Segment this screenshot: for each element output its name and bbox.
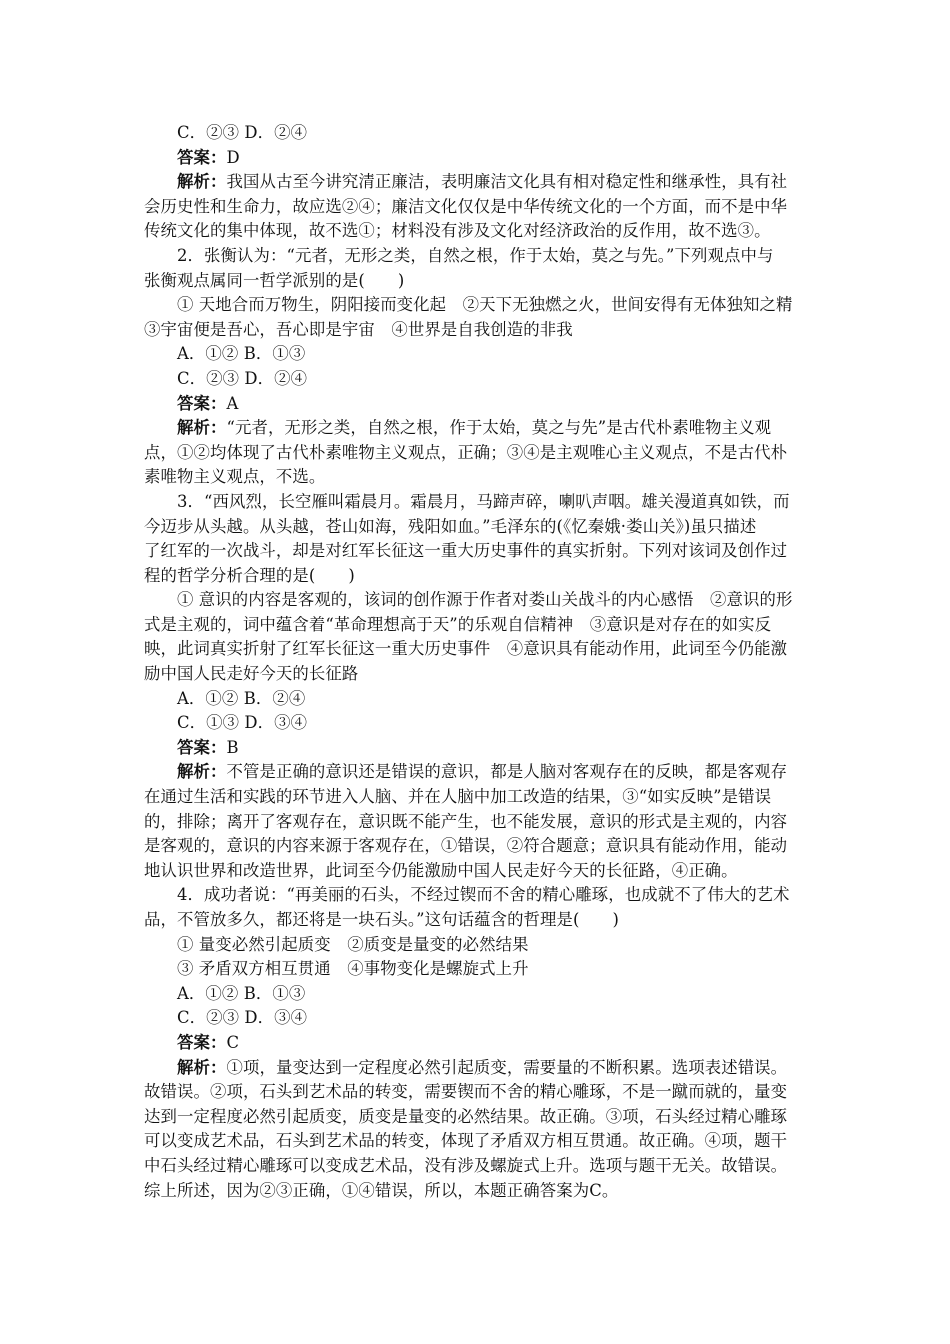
answer-value: C (226, 1032, 240, 1052)
answer-label: 答案： (177, 393, 227, 413)
analysis-line: 点，①②均体现了古代朴素唯物主义观点，正确；③④是主观唯心主义观点，不是古代朴 (144, 442, 788, 462)
choice-line: 映，此词真实折射了红军长征这一重大历史事件 ④意识具有能动作用，此词至今仍能激 (144, 639, 788, 659)
analysis-label: 解析： (177, 1057, 227, 1077)
analysis-line: 传统文化的集中体现，故不选①；材料没有涉及文化对经济政治的反作用，故不选③。 (144, 221, 771, 241)
answer-line (144, 1031, 808, 1056)
answer-value: A (226, 393, 239, 413)
document-page (144, 121, 808, 1203)
choice-line: ③ 矛盾双方相互贯通 ④事物变化是螺旋式上升 (177, 959, 529, 979)
question-stem: 品，不管放多久，都还将是一块石头。”这句话蕴含的哲理是( ) (144, 910, 620, 929)
analysis-line: 在通过生活和实践的环节进入人脑、并在人脑中加工改造的结果，③“如实反映”是错误 (144, 787, 772, 807)
analysis-line: 素唯物主义观点，不选。 (144, 467, 326, 487)
question-stem: 张衡观点属同一哲学派别的是( ) (144, 270, 405, 290)
choice-line: ① 意识的内容是客观的，该词的创作源于作者对娄山关战斗的内心感悟 ②意识的形 (177, 590, 793, 610)
analysis-line: 故错误。②项，石头到艺术品的转变，需要锲而不舍的精心雕琢，不是一蹴而就的，量变 (144, 1082, 788, 1102)
question-3 (144, 490, 808, 884)
analysis-line: 解析：“元者，无形之类，自然之根，作于太始，莫之与先”是古代朴素唯物主义观 (177, 418, 772, 438)
answer-label: 答案： (177, 737, 227, 757)
answer-line (144, 736, 808, 761)
analysis-label: 解析： (177, 762, 227, 782)
question-stem: 3．“西风烈，长空雁叫霜晨月。霜晨月，马蹄声碎，喇叭声咽。雄关漫道真如铁，而 (177, 491, 790, 511)
options-cd: C．②③ D．③④ (177, 1008, 308, 1028)
analysis-label: 解析： (177, 418, 227, 438)
answer-label: 答案： (177, 147, 227, 167)
analysis-line: 可以变成艺术品，石头到艺术品的转变，体现了矛盾双方相互贯通。故正确。④项，题干 (144, 1131, 788, 1151)
options-cd: C．①③ D．③④ (177, 713, 308, 733)
analysis-line: 解析：不管是正确的意识还是错误的意识，都是人脑对客观存在的反映，都是客观存 (177, 762, 788, 782)
analysis-line: 地认识世界和改造世界，此词至今仍能激励中国人民走好今天的长征路，④正确。 (144, 860, 738, 880)
question-1 (144, 121, 808, 244)
analysis-line: 中石头经过精心雕琢可以变成艺术品，没有涉及螺旋式上升。选项与题干无关。故错误。 (144, 1155, 788, 1175)
options-cd: C．②③ D．②④ (177, 123, 308, 142)
options-ab: A．①② B．①③ (177, 983, 306, 1003)
answer-value: D (226, 147, 240, 167)
question-stem: 2．张衡认为：“元者，无形之类，自然之根，作于太始，莫之与先。”下列观点中与 (177, 245, 774, 265)
analysis-line: 解析：我国从古至今讲究清正廉洁，表明廉洁文化具有相对稳定性和继承性，具有社 (177, 172, 788, 192)
answer-line (144, 392, 808, 417)
options-cd: C．②③ D．②④ (177, 368, 308, 388)
analysis-line: 综上所述，因为②③正确，①④错误，所以，本题正确答案为C。 (144, 1180, 619, 1200)
question-4 (144, 883, 808, 1203)
choice-line: ③宇宙便是吾心，吾心即是宇宙 ④世界是自我创造的非我 (144, 319, 573, 339)
choice-line: ① 天地合而万物生，阴阳接而变化起 ②天下无独燃之火，世间安得有无体独知之精 (177, 295, 793, 315)
choice-line: 励中国人民走好今天的长征路 (144, 664, 359, 684)
options-ab: A．①② B．①③ (177, 344, 306, 364)
question-stem: 4．成功者说：“再美丽的石头，不经过锲而不舍的精心雕琢，也成就不了伟大的艺术 (177, 885, 790, 905)
question-stem: 程的哲学分析合理的是( ) (144, 565, 355, 585)
choice-line: ① 量变必然引起质变 ②质变是量变的必然结果 (177, 934, 529, 954)
analysis-line: 达到一定程度必然引起质变，质变是量变的必然结果。故正确。③项，石头经过精心雕琢 (144, 1106, 788, 1126)
analysis-line: 解析：①项，量变达到一定程度必然引起质变，需要量的不断积累。选项表述错误。 (177, 1057, 788, 1077)
answer-value: B (226, 737, 239, 757)
question-stem: 了红军的一次战斗，却是对红军长征这一重大历史事件的真实折射。下列对该词及创作过 (144, 541, 788, 561)
analysis-label: 解析： (177, 172, 227, 192)
choice-line: 式是主观的，词中蕴含着“革命理想高于天”的乐观自信精神 ③意识是对存在的如实反 (144, 614, 772, 634)
answer-line (144, 146, 808, 171)
analysis-line: 会历史性和生命力，故应选②④；廉洁文化仅仅是中华传统文化的一个方面，而不是中华 (144, 196, 788, 216)
options-ab: A．①② B．②④ (177, 688, 306, 708)
question-2 (144, 244, 808, 490)
question-stem: 今迈步从头越。从头越，苍山如海，残阳如血。”毛泽东的(《忆秦娥·娄山关》)虽只描述 (144, 516, 757, 536)
analysis-line: 是客观的，意识的内容来源于客观存在，①错误，②符合题意；意识具有能动作用，能动 (144, 836, 788, 856)
analysis-line: 的，排除；离开了客观存在，意识既不能产生，也不能发展，意识的形式是主观的，内容 (144, 811, 788, 831)
answer-label: 答案： (177, 1032, 227, 1052)
